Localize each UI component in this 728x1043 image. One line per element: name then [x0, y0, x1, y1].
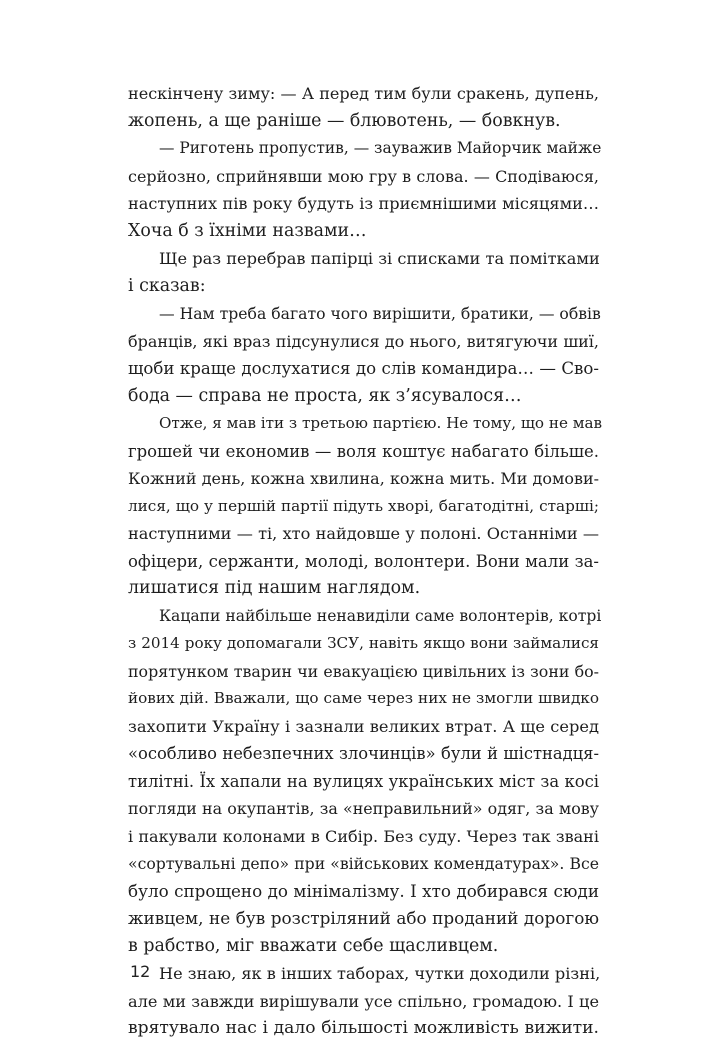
- text-line: щоби краще дослухатися до слів командира… — Сво-: [128, 359, 599, 378]
- text-line: порятунком тварин чи евакуацією цивільних із зони бо-: [128, 661, 599, 681]
- text-line: Не знаю, як в інших таборах, чутки доходили різні,: [159, 964, 601, 983]
- text-line: було спрощено до мінімалізму. І хто добирався сюди: [128, 880, 599, 901]
- text-line: — Нам треба багато чого вирішити, братики, — обвів: [159, 304, 601, 323]
- text-line: наступними — ті, хто найдовше у полоні. Останніми —: [128, 524, 599, 543]
- text-line: і пакували колонами в Сибір. Без суду. Через так звані: [128, 826, 599, 846]
- text-line: в рабство, міг вважати себе щасливцем.: [128, 935, 499, 956]
- text-line: Кацапи найбільше ненавиділи саме волонтерів, котрі: [159, 606, 602, 625]
- text-line: бода — справа не проста, як з’ясувалося…: [128, 385, 522, 406]
- text-line: захопити Україну і зазнали великих втрат. А ще серед: [128, 716, 599, 736]
- text-line: жопень, а ще раніше — блювотень, — бовкнув.: [128, 110, 561, 131]
- text-line: наступних пів року будуть із приємнішими місяцями…: [128, 194, 599, 213]
- text-line: врятувало нас і дало більшості можливість вижити.: [128, 1018, 599, 1038]
- text-line: серйозно, сприйнявши мою гру в слова. — Сподіваюся,: [128, 166, 599, 186]
- body-text: [128, 80, 603, 1043]
- text-line: офіцери, сержанти, молоді, волонтери. Вони мали за-: [128, 551, 599, 571]
- text-line: лися, що у першій партії підуть хворі, багатодітні, старші;: [128, 496, 599, 515]
- text-line: живцем, не був розстріляний або проданий дорогою: [128, 908, 599, 928]
- text-line: лишатися під нашим наглядом.: [128, 578, 421, 598]
- text-line: — Риготень пропустив, — зауважив Майорчик майже: [159, 139, 602, 157]
- text-line: «особливо небезпечних злочинців» були й шістнадця-: [128, 744, 599, 763]
- text-line: Отже, я мав іти з третьою партією. Не тому, що не мав: [159, 414, 603, 432]
- text-line: Кожний день, кожна хвилина, кожна мить. Ми домови-: [128, 469, 599, 488]
- text-line: нескінчену зиму: — А перед тим були сракень, дупень,: [128, 84, 599, 103]
- text-line: «сортувальні депо» при «військових комендатурах». Все: [128, 854, 599, 873]
- text-line: грошей чи економив — воля коштує набагато більше.: [128, 441, 599, 461]
- text-line: тилітні. Їх хапали на вулицях українських міст за косі: [128, 771, 599, 791]
- text-line: йових дій. Вважали, що саме через них не змогли швидко: [128, 689, 599, 707]
- text-line: бранців, які враз підсунулися до нього, витягуючи шиї,: [128, 331, 599, 351]
- text-line: але ми завжди вирішували усе спільно, громадою. І це: [128, 991, 599, 1011]
- text-line: з 2014 року допомагали ЗСУ, навіть якщо вони займалися: [128, 634, 599, 652]
- text-line: Ще раз перебрав папірці зі списками та помітками: [159, 249, 600, 268]
- text-line: і сказав:: [128, 275, 206, 296]
- text-line: Хоча б з їхніми назвами…: [128, 220, 367, 241]
- page-number: 12: [130, 962, 151, 981]
- text-line: погляди на окупантів, за «неправильний» одяг, за мову: [128, 799, 599, 818]
